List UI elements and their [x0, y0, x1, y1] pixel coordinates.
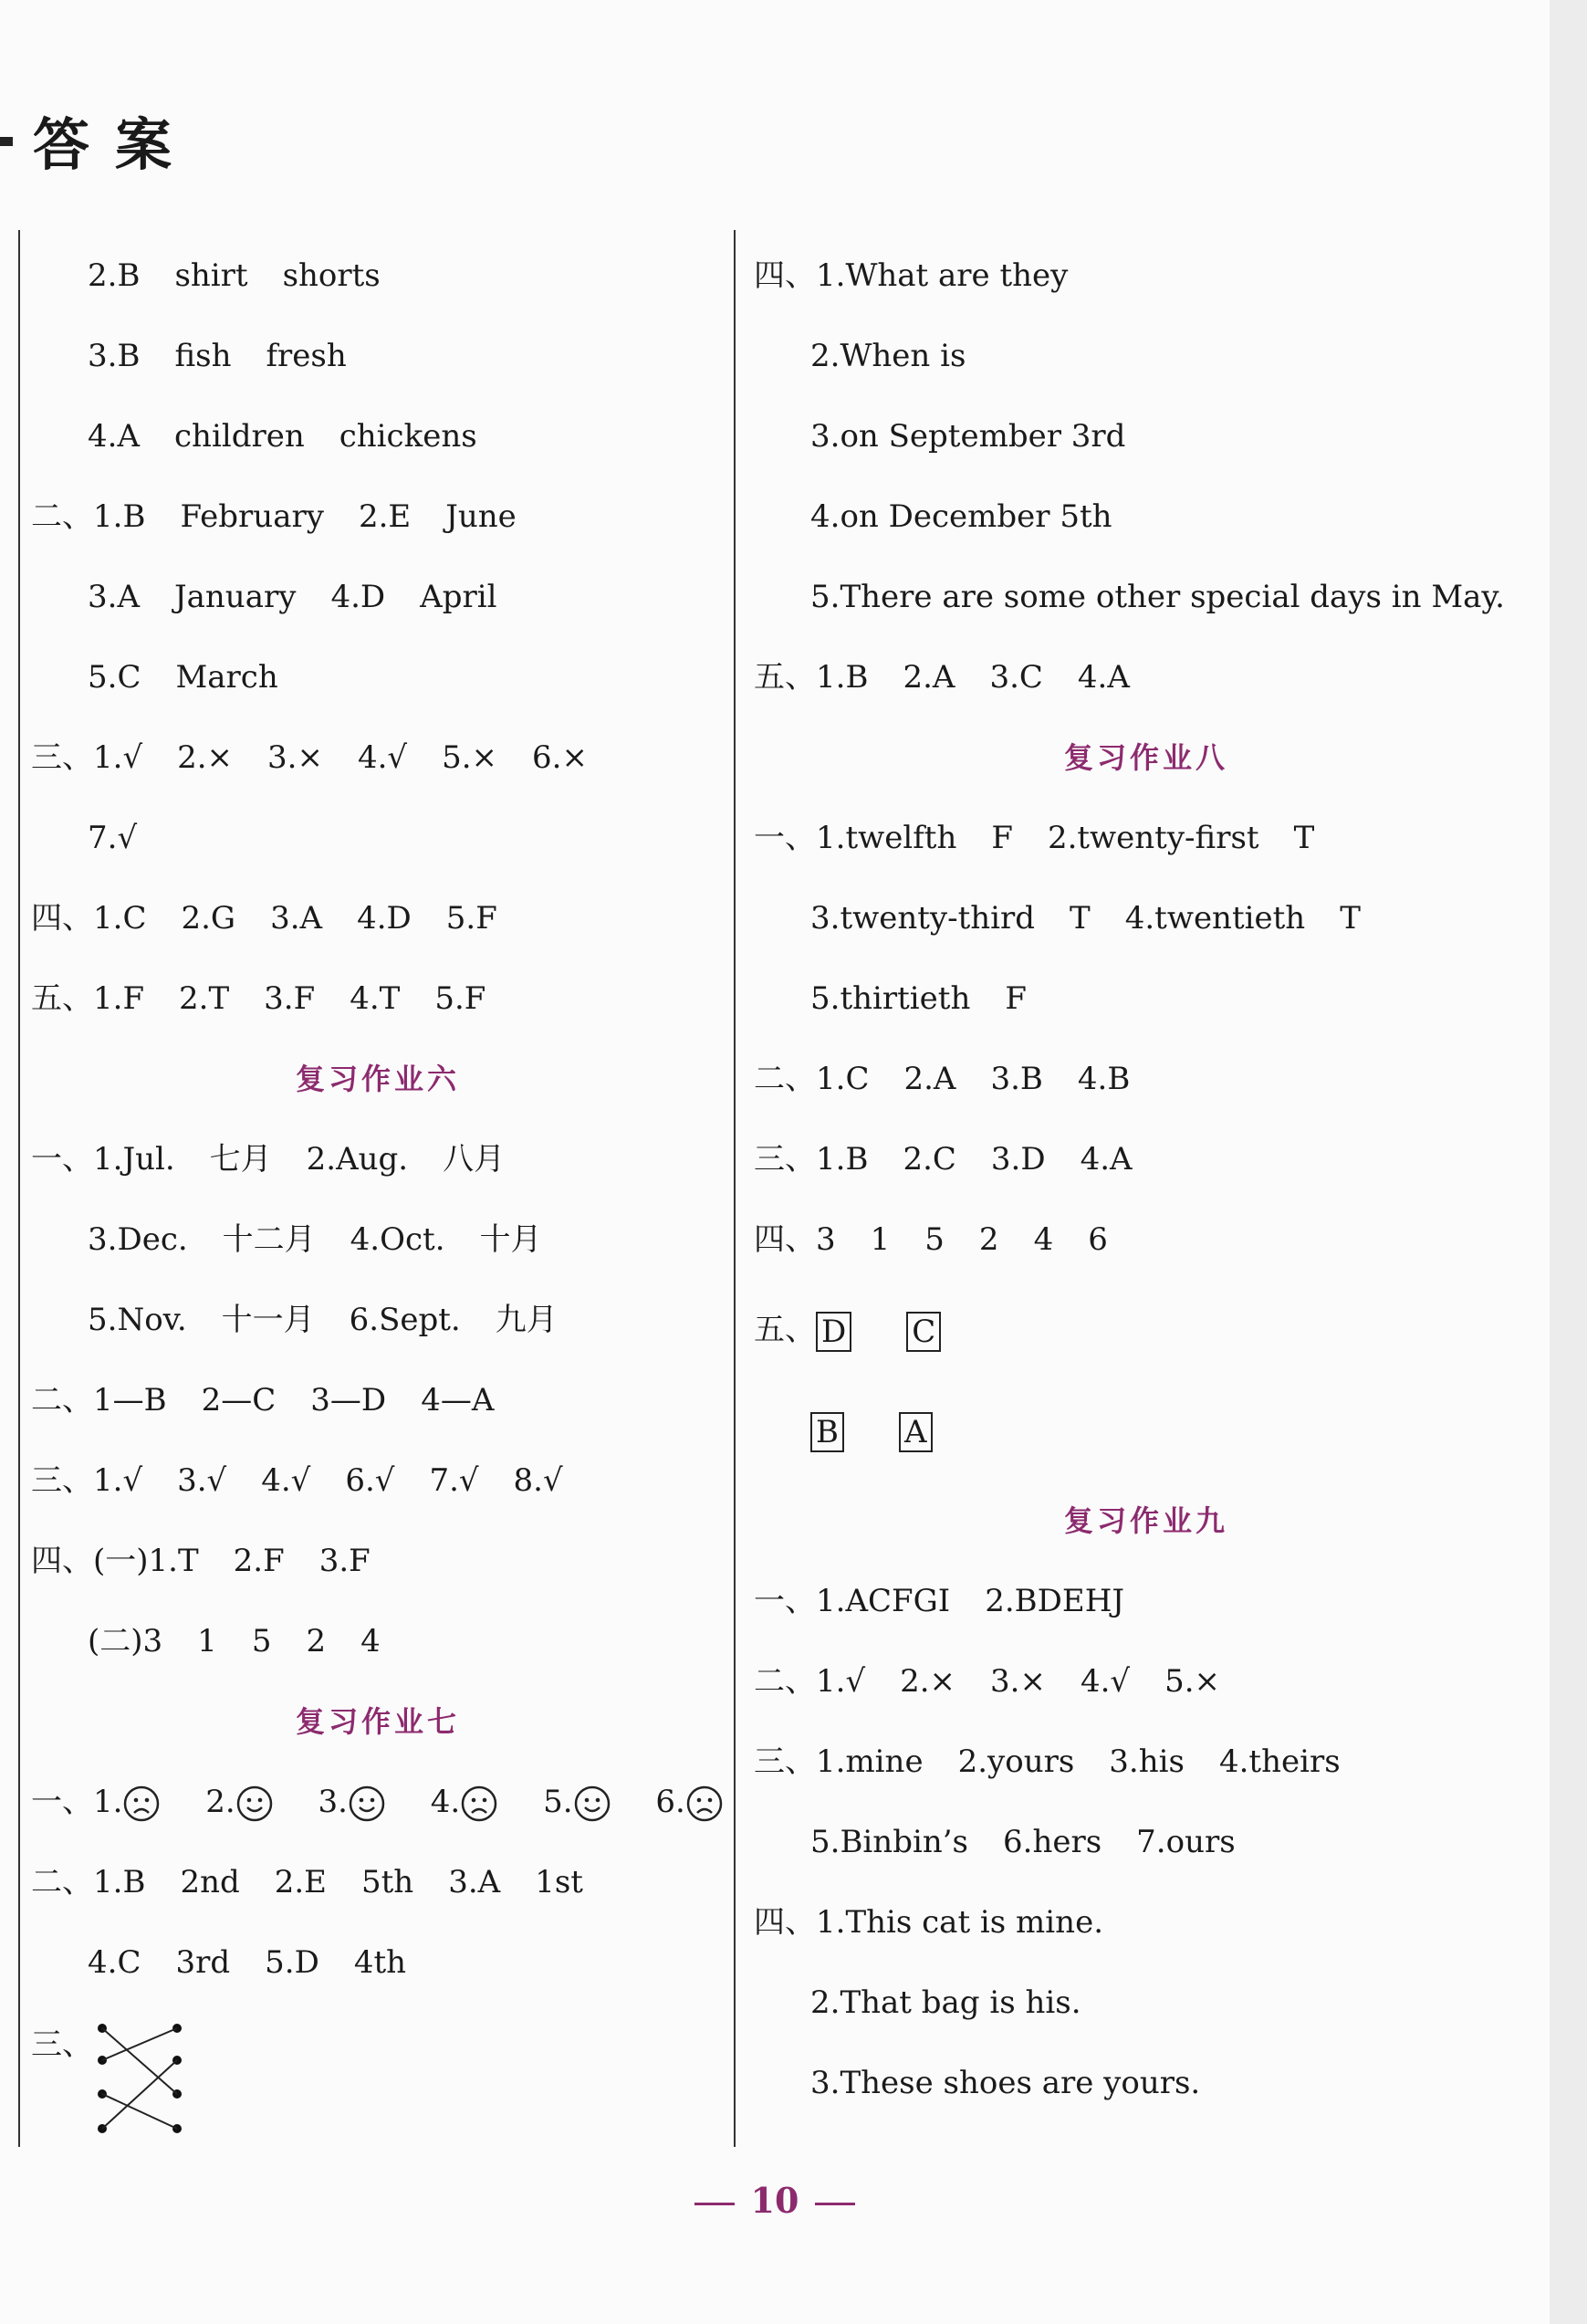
face-answer [431, 1762, 498, 1842]
answer-item: 三、1.B [754, 1141, 869, 1178]
answer-item: 3.Dec. [88, 1221, 188, 1258]
page-number: 10 [750, 2180, 799, 2221]
answer-row [754, 958, 1539, 1039]
answer-row: 四、1.This cat is mine. [754, 1904, 1103, 1941]
footer-dash-right [815, 2203, 855, 2205]
answer-item: shirt [174, 257, 248, 294]
answer-row [31, 1521, 725, 1601]
answer-item: chickens [339, 418, 477, 455]
answer-item: 二、1.B [31, 1864, 146, 1900]
face-answer [205, 1762, 273, 1842]
answer-row [31, 1601, 725, 1681]
answer-item: 二、1—B [31, 1382, 167, 1418]
answer-item: 5.thirtieth [810, 980, 971, 1017]
answer-item: 2.E [274, 1864, 327, 1900]
answer-item: 3.√ [177, 1462, 227, 1499]
sad-face-icon [460, 1785, 498, 1823]
answer-row [31, 637, 725, 717]
answer-item: 3.F [318, 1543, 371, 1579]
answer-row [31, 717, 725, 798]
face-label: 一、1. [31, 1784, 123, 1820]
answer-item: April [420, 579, 497, 615]
answer-row [31, 396, 725, 476]
column-divider [734, 230, 736, 2147]
answer-item: 4th [353, 1944, 407, 1981]
answer-row [754, 1119, 1539, 1199]
answer-row: 5.There are some other special days in May. [810, 579, 1505, 615]
answer-item: T [1340, 900, 1361, 937]
answer-row [754, 1561, 1539, 1641]
answer-item: 5.D [265, 1944, 319, 1981]
answer-item: January [174, 579, 297, 615]
answer-item: 二、1.√ [754, 1663, 866, 1700]
answer-item: 5 [251, 1623, 272, 1659]
answer-row [754, 1722, 1539, 1802]
answer-item: 5 [924, 1221, 945, 1258]
answer-item: 6.× [532, 739, 588, 776]
answer-row [31, 236, 725, 316]
answer-item: T [1070, 900, 1091, 937]
answer-item: 4 [360, 1623, 381, 1659]
answer-item: 3.C [989, 659, 1043, 696]
answer-item: 七月 [209, 1141, 272, 1178]
footer-dash-left [694, 2203, 735, 2205]
answer-item: 3.B [88, 338, 141, 374]
sad-face-icon [685, 1785, 724, 1823]
answer-item: 5.Nov. [88, 1302, 187, 1338]
answer-item: 5.F [434, 980, 486, 1017]
answer-item: 3.his [1109, 1743, 1185, 1780]
answer-item: 2.BDEHJ [985, 1583, 1124, 1619]
answer-item: 5.× [1164, 1663, 1221, 1700]
answer-row [31, 1119, 725, 1199]
answer-item: 3.D [990, 1141, 1046, 1178]
face-label: 6. [655, 1784, 685, 1820]
answer-item: 4.twentieth [1124, 900, 1306, 937]
answer-row [31, 316, 725, 396]
answer-item: 8.√ [513, 1462, 563, 1499]
answer-item: 3.A [448, 1864, 501, 1900]
answer-item: March [175, 659, 278, 696]
answer-row: 2.That bag is his. [810, 1984, 1081, 2021]
face-label: 3. [318, 1784, 348, 1820]
answer-item: 二、1.C [754, 1061, 870, 1097]
answer-item: 一、1.ACFGI [754, 1583, 951, 1619]
answer-item: 7.√ [429, 1462, 479, 1499]
answer-item: 2.T [179, 980, 230, 1017]
answer-row [31, 1440, 725, 1521]
answer-item: 3.twenty-third [810, 900, 1036, 937]
page-title: 答案 [33, 111, 198, 178]
answer-item: (二)3 [88, 1623, 163, 1659]
answer-row: 四、1.What are they [754, 257, 1069, 294]
answer-item: 6.√ [345, 1462, 395, 1499]
right-column [754, 236, 1539, 2123]
answer-item: 十月 [479, 1221, 542, 1258]
answer-item: 3.A [88, 579, 140, 615]
answer-item: 4.√ [1080, 1663, 1131, 1700]
answer-item: 2—C [201, 1382, 277, 1418]
left-column [31, 236, 725, 2156]
answer-row: 3.on September 3rd [810, 418, 1126, 455]
answer-item: 2nd [180, 1864, 240, 1900]
section-title: 复习作业七 [295, 1704, 460, 1739]
answer-item: 一、1.twelfth [754, 820, 957, 856]
boxed-letter: B [810, 1412, 844, 1452]
answer-item: 3—D [310, 1382, 387, 1418]
answer-item: 4.√ [261, 1462, 311, 1499]
answer-item: 2.yours [957, 1743, 1075, 1780]
answer-item: 2 [306, 1623, 327, 1659]
answer-item: 3.F [264, 980, 316, 1017]
answer-item: 5.Binbin’s [810, 1824, 968, 1860]
answer-label: 五、 [754, 1312, 816, 1348]
face-answer [655, 1762, 723, 1842]
answer-item: 2.C [903, 1141, 956, 1178]
answer-item: 4.Oct. [350, 1221, 445, 1258]
answer-item: 4.A [88, 418, 140, 455]
answer-item: 3.× [267, 739, 323, 776]
answer-item: 四、(一)1.T [31, 1543, 199, 1579]
answer-row [31, 878, 725, 958]
answer-item: 四、3 [754, 1221, 836, 1258]
answer-item: 4 [1033, 1221, 1054, 1258]
answer-item: 4.D [330, 579, 386, 615]
face-answer [31, 1762, 161, 1842]
answer-item: 2.B [88, 257, 141, 294]
answer-item: 2 [978, 1221, 999, 1258]
answer-item: 九月 [495, 1302, 558, 1338]
answer-item: 2.A [903, 1061, 956, 1097]
answer-item: T [1293, 820, 1315, 856]
answer-item: 5.F [445, 900, 497, 937]
boxed-letter: D [816, 1312, 851, 1352]
answer-row: 4.on December 5th [810, 498, 1112, 535]
answer-item: 2.A [903, 659, 955, 696]
answer-item: fish [174, 338, 232, 374]
answer-item: 三、1.√ [31, 1462, 143, 1499]
answer-item: 6.Sept. [349, 1302, 461, 1338]
answer-label: 三、 [31, 2026, 93, 2063]
matching-answer [31, 2003, 725, 2156]
face-answer [543, 1762, 611, 1842]
answer-row [754, 1641, 1539, 1722]
answer-row [31, 1199, 725, 1280]
section-title: 复习作业八 [1063, 740, 1228, 775]
header-mark [0, 137, 13, 146]
answer-item: 4.B [1077, 1061, 1131, 1097]
section-title: 复习作业六 [295, 1062, 460, 1096]
answer-item: 5.× [442, 739, 498, 776]
answer-item: 2.G [181, 900, 236, 937]
answer-row [754, 798, 1539, 878]
answer-row [31, 798, 725, 878]
answer-item: 5th [361, 1864, 414, 1900]
answer-row [754, 1802, 1539, 1882]
answer-row [754, 878, 1539, 958]
answer-item: February [180, 498, 324, 535]
answer-row: 3.These shoes are yours. [810, 2065, 1201, 2101]
box-answer-row [754, 1380, 1539, 1481]
face-label: 2. [205, 1784, 235, 1820]
answer-item: F [991, 820, 1013, 856]
happy-face-icon [235, 1785, 274, 1823]
section-title: 复习作业九 [1063, 1503, 1228, 1538]
answer-item: 4.T [350, 980, 401, 1017]
answer-item: 4.theirs [1218, 1743, 1341, 1780]
answer-item: 2.× [900, 1663, 956, 1700]
answer-item: 十一月 [221, 1302, 315, 1338]
answer-row [31, 1842, 725, 1922]
page-footer [0, 2180, 1550, 2221]
answer-item: 4—A [421, 1382, 495, 1418]
box-answer-row [754, 1280, 1539, 1380]
boxed-letter: A [899, 1412, 933, 1452]
answer-item: 1 [197, 1623, 217, 1659]
answer-item: children [174, 418, 305, 455]
answer-row [31, 1360, 725, 1440]
face-label: 5. [543, 1784, 573, 1820]
answer-item: 6.hers [1003, 1824, 1102, 1860]
answer-item: 5.C [88, 659, 141, 696]
answer-row [31, 1280, 725, 1360]
answer-item: 二、1.B [31, 498, 146, 535]
answer-item: 3.B [990, 1061, 1043, 1097]
answer-row [31, 476, 725, 557]
boxed-letter: C [906, 1312, 941, 1352]
left-rule [18, 230, 20, 2147]
answer-item: 一、1.Jul. [31, 1141, 175, 1178]
answer-item: F [1005, 980, 1027, 1017]
answer-item: 7.ours [1136, 1824, 1236, 1860]
answer-item: 6 [1088, 1221, 1108, 1258]
answer-item: 2.× [177, 739, 234, 776]
answer-item: 五、1.F [31, 980, 145, 1017]
answer-row [754, 1039, 1539, 1119]
answer-item: 八月 [443, 1141, 506, 1178]
answer-row [754, 1199, 1539, 1280]
answer-item: 3.A [270, 900, 323, 937]
answer-item: 3rd [175, 1944, 231, 1981]
page-edge [1550, 0, 1587, 2324]
answer-item: shorts [282, 257, 381, 294]
answer-item: 三、1.mine [754, 1743, 924, 1780]
answer-item: 4.D [357, 900, 412, 937]
answer-item: 四、1.C [31, 900, 147, 937]
matching-lines-diagram [86, 2019, 195, 2138]
answer-item: 五、1.B [754, 659, 869, 696]
answer-item: June [445, 498, 517, 535]
answer-item: 1st [535, 1864, 583, 1900]
answer-row [31, 557, 725, 637]
sad-face-icon [122, 1785, 161, 1823]
answer-row [31, 1922, 725, 2003]
answer-item: 4.C [88, 1944, 141, 1981]
answer-item: 3.× [990, 1663, 1046, 1700]
answer-item: 1 [870, 1221, 891, 1258]
answer-item: 7.√ [88, 820, 138, 856]
answer-row [31, 958, 725, 1039]
happy-face-icon [573, 1785, 611, 1823]
happy-face-icon [348, 1785, 386, 1823]
answer-row: 2.When is [810, 338, 966, 374]
answer-item: 4.A [1077, 659, 1130, 696]
answer-item: fresh [266, 338, 347, 374]
answer-item: 2.F [233, 1543, 285, 1579]
face-label: 4. [430, 1784, 461, 1820]
answer-item: 2.twenty-first [1047, 820, 1259, 856]
answer-item: 4.√ [357, 739, 408, 776]
answer-item: 4.A [1080, 1141, 1133, 1178]
answer-item: 2.Aug. [306, 1141, 409, 1178]
answer-row [754, 637, 1539, 717]
answer-item: 三、1.√ [31, 739, 143, 776]
answer-item: 十二月 [222, 1221, 316, 1258]
answer-item: 2.E [358, 498, 412, 535]
face-answer [318, 1762, 386, 1842]
face-answer-row [31, 1762, 725, 1842]
